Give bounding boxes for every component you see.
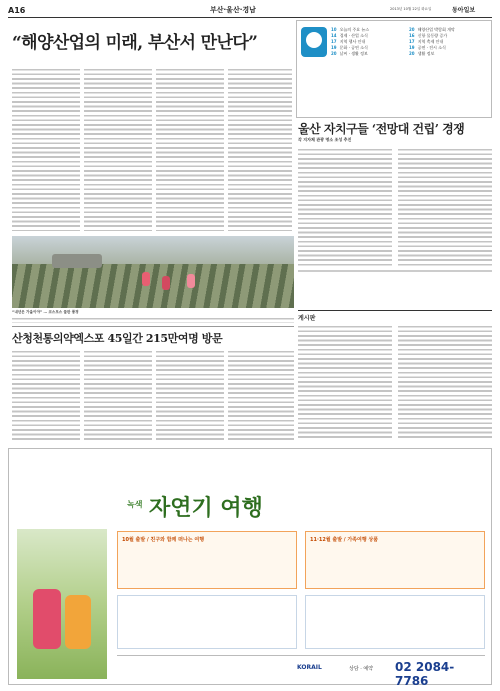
ulsan-headline: 울산 자치구들 ‘전망대 건립’ 경쟁	[298, 122, 465, 136]
lead-photo	[12, 236, 294, 308]
ad-promo-right-text: 11·12월 출발 / 가족여행 상품	[310, 537, 379, 543]
notice-title: 게시판	[298, 315, 316, 322]
page-number: A16	[8, 6, 26, 15]
section-title: 부산·울산·경남	[210, 6, 256, 14]
ulsan-photo	[298, 270, 492, 272]
index-left-item-no: 20	[331, 51, 337, 56]
second-body-col4	[228, 348, 294, 442]
lead-body-col1	[12, 66, 80, 231]
index-left-item-text: 날씨 · 생활 정보	[339, 51, 368, 56]
index-left-item-text: 경제 · 산업 소식	[339, 33, 368, 38]
index-left-item	[331, 51, 403, 57]
ulsan-subhead: 각 지자체 관광 명소 조성 추진	[298, 137, 352, 142]
index-left-item-no: 19	[331, 45, 337, 50]
index-right-item-text: 생활 정보	[417, 51, 435, 56]
ulsan-body-col1	[298, 146, 392, 266]
index-left-item-no: 17	[331, 39, 337, 44]
lead-body-col4	[228, 66, 292, 231]
ad-photo-left	[17, 529, 107, 679]
index-left-item-no: 14	[331, 33, 337, 38]
index-right-item-no: 20	[409, 51, 415, 56]
index-left-item-no: 10	[331, 27, 337, 32]
lead-body-col2	[84, 66, 152, 231]
lead-body-col3	[156, 66, 224, 231]
ulsan-body-col2	[398, 146, 492, 266]
ad-promo-right[interactable]	[305, 531, 485, 589]
ad-box-lower-right	[305, 595, 485, 649]
index-left-item-text: 오늘의 주요 뉴스	[339, 27, 370, 32]
notice-col1	[298, 323, 392, 439]
notice-box	[298, 310, 492, 442]
index-right-item-text: 신항 물동량 증가	[417, 33, 448, 38]
second-body-col1	[12, 348, 80, 442]
index-box	[296, 20, 492, 118]
ad-phone[interactable]: 02 2084-7786	[395, 660, 455, 688]
index-right-item-no: 20	[409, 27, 415, 32]
index-right-item-text: 해양산업 박람회 개막	[417, 27, 455, 32]
index-right-item	[409, 51, 489, 57]
lead-photo-caption: “내년은 가을이야” … 코스모스 들판 풍경	[12, 310, 79, 314]
index-right-item-no: 17	[409, 39, 415, 44]
ad-promo-left[interactable]	[117, 531, 297, 589]
index-right-item-no: 16	[409, 33, 415, 38]
index-right-item-no: 19	[409, 45, 415, 50]
index-right-item-text: 지역 축제 안내	[417, 39, 444, 44]
ad-promo-left-text: 10월 출발 / 친구와 함께 떠나는 여행	[122, 537, 205, 543]
masthead: 동아일보	[452, 7, 476, 14]
second-body-col2	[84, 348, 152, 442]
index-right-item-text: 공연 · 전시 소식	[417, 45, 446, 50]
date-line: 2013년 10월 22일 화요일	[390, 7, 432, 11]
lead-headline: “해양산업의 미래, 부산서 만난다”	[12, 33, 258, 53]
ad-title-small: 녹색	[127, 500, 143, 509]
lead-caption-body	[12, 315, 294, 323]
index-left-item-text: 문화 · 공연 소식	[339, 45, 368, 50]
ad-title-big: 자연기 여행	[149, 495, 263, 521]
notice-col2	[398, 323, 492, 439]
advertisement	[8, 448, 492, 688]
ad-phone-label: 상담 · 예약	[349, 666, 374, 672]
ad-box-lower-left	[117, 595, 297, 649]
ad-brand: KORAIL	[297, 664, 322, 671]
second-body-col3	[156, 348, 224, 442]
ad-footer	[117, 655, 485, 688]
index-logo	[301, 27, 327, 57]
second-headline: 산청천통의약엑스포 45일간 215만여명 방문	[12, 332, 223, 345]
index-left-item-text: 지역 행사 안내	[339, 39, 366, 44]
header-rule	[8, 17, 492, 18]
